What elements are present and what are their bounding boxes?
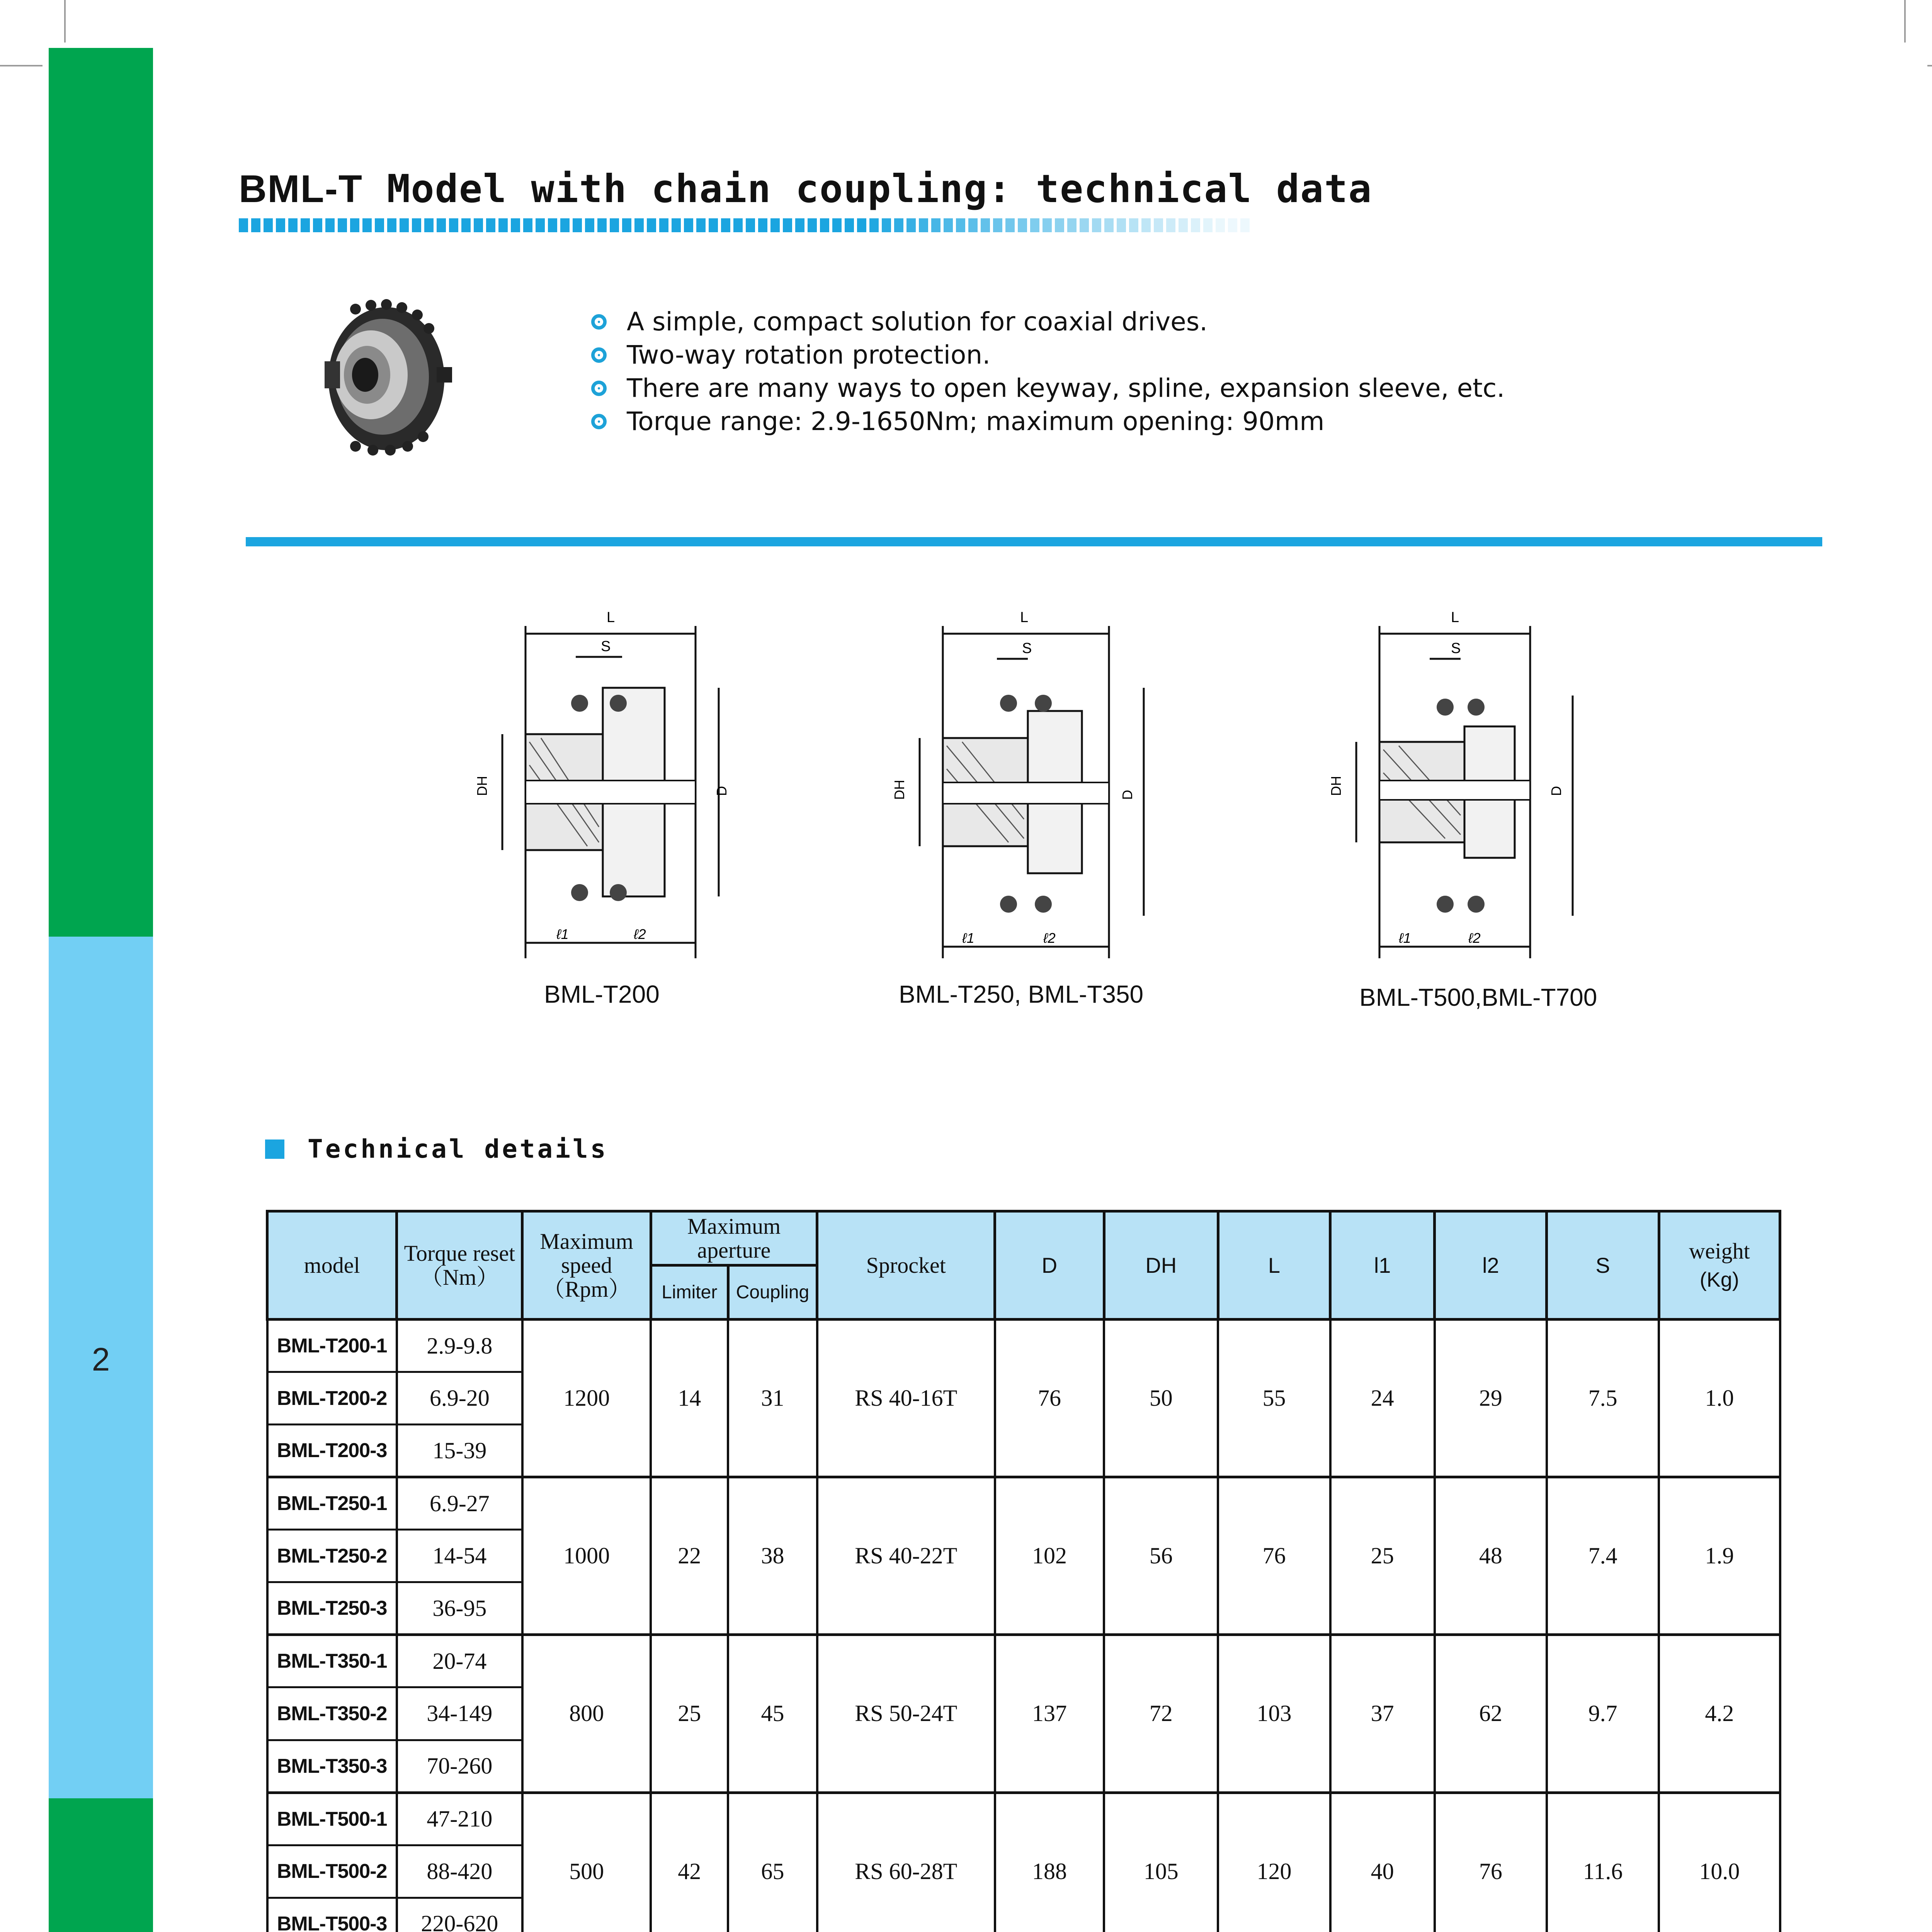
dash bbox=[350, 218, 359, 232]
dash bbox=[375, 218, 384, 232]
sprocket-cell: RS 50-24T bbox=[817, 1635, 995, 1793]
dash bbox=[1203, 218, 1213, 232]
header-aperture: Maximum aperture bbox=[651, 1211, 817, 1265]
weight-cell: 10.0 bbox=[1659, 1793, 1780, 1932]
header-speed: Maximum speed （Rpm） bbox=[522, 1211, 651, 1320]
dim-label-dh: DH bbox=[891, 780, 907, 800]
dash bbox=[362, 218, 372, 232]
dash bbox=[659, 218, 668, 232]
feature-item: A simple, compact solution for coaxial drives. bbox=[591, 305, 1505, 338]
torque-cell: 6.9-20 bbox=[397, 1372, 522, 1425]
dim-label-d: D bbox=[714, 786, 730, 796]
dash bbox=[1030, 218, 1039, 232]
dim-label-l: L bbox=[1020, 611, 1029, 626]
dash bbox=[981, 218, 990, 232]
crop-mark bbox=[64, 0, 66, 43]
dh-cell: 105 bbox=[1104, 1793, 1218, 1932]
model-cell: BML-T350-2 bbox=[267, 1687, 397, 1740]
dash bbox=[412, 218, 421, 232]
table-row bbox=[267, 1793, 1780, 1845]
feature-list bbox=[591, 305, 1505, 438]
speed-cell: 800 bbox=[522, 1635, 651, 1793]
l-cell: 55 bbox=[1218, 1320, 1330, 1477]
page-number: 2 bbox=[92, 1341, 110, 1378]
dash bbox=[1043, 218, 1052, 232]
s-cell: 9.7 bbox=[1547, 1635, 1659, 1793]
l-cell: 120 bbox=[1218, 1793, 1330, 1932]
dash bbox=[672, 218, 681, 232]
dash bbox=[845, 218, 854, 232]
dash bbox=[548, 218, 557, 232]
header-torque: Torque reset （Nm） bbox=[397, 1211, 522, 1320]
drawing-caption: BML-T500,BML-T700 bbox=[1359, 983, 1597, 1011]
l-cell: 103 bbox=[1218, 1635, 1330, 1793]
header-model: model bbox=[267, 1211, 397, 1320]
speed-cell: 1000 bbox=[522, 1477, 651, 1635]
dash bbox=[301, 218, 310, 232]
dash bbox=[968, 218, 978, 232]
dash bbox=[338, 218, 347, 232]
dim-label-l: L bbox=[607, 611, 615, 626]
dash bbox=[1055, 218, 1064, 232]
header-weight: weight (Kg) bbox=[1659, 1211, 1780, 1320]
dash bbox=[1104, 218, 1114, 232]
weight-cell: 4.2 bbox=[1659, 1635, 1780, 1793]
bullet-icon bbox=[591, 314, 607, 330]
coupling-cell: 38 bbox=[728, 1477, 817, 1635]
coupling-cell: 31 bbox=[728, 1320, 817, 1477]
dash bbox=[424, 218, 434, 232]
dim-label-l1: ℓ1 bbox=[962, 930, 975, 946]
dash bbox=[276, 218, 285, 232]
dash bbox=[770, 218, 780, 232]
dash bbox=[387, 218, 396, 232]
dash bbox=[1080, 218, 1089, 232]
header-dh: DH bbox=[1104, 1211, 1218, 1320]
torque-cell: 36-95 bbox=[397, 1582, 522, 1635]
l-cell: 76 bbox=[1218, 1477, 1330, 1635]
dash bbox=[622, 218, 631, 232]
model-cell: BML-T500-3 bbox=[267, 1898, 397, 1932]
coupling-cell: 45 bbox=[728, 1635, 817, 1793]
crop-mark bbox=[1904, 0, 1906, 43]
dash bbox=[573, 218, 582, 232]
d-cell: 188 bbox=[995, 1793, 1104, 1932]
dash bbox=[437, 218, 446, 232]
header-l: L bbox=[1218, 1211, 1330, 1320]
header-d: D bbox=[995, 1211, 1104, 1320]
header-sprocket: Sprocket bbox=[817, 1211, 995, 1320]
d-cell: 137 bbox=[995, 1635, 1104, 1793]
square-bullet-icon bbox=[265, 1139, 284, 1159]
dash bbox=[486, 218, 495, 232]
sprocket-cell: RS 60-28T bbox=[817, 1793, 995, 1932]
technical-details-heading: Technical details bbox=[265, 1134, 608, 1164]
dash bbox=[733, 218, 743, 232]
dash bbox=[1216, 218, 1225, 232]
dim-label-dh: DH bbox=[474, 776, 490, 796]
dim-label-l2: ℓ2 bbox=[1043, 930, 1056, 946]
dash bbox=[1005, 218, 1015, 232]
dash bbox=[647, 218, 656, 232]
dim-label-s: S bbox=[601, 638, 611, 655]
l2-cell: 48 bbox=[1435, 1477, 1547, 1635]
torque-cell: 20-74 bbox=[397, 1635, 522, 1687]
header-s: S bbox=[1547, 1211, 1659, 1320]
dash bbox=[709, 218, 718, 232]
header-l1: l1 bbox=[1330, 1211, 1435, 1320]
dash bbox=[696, 218, 706, 232]
dash bbox=[758, 218, 767, 232]
dash bbox=[808, 218, 817, 232]
dash bbox=[251, 218, 260, 232]
model-cell: BML-T500-2 bbox=[267, 1845, 397, 1898]
dash bbox=[919, 218, 928, 232]
sprocket-cell: RS 40-16T bbox=[817, 1320, 995, 1477]
title-underline-dashes bbox=[239, 218, 1250, 232]
dash bbox=[795, 218, 804, 232]
model-cell: BML-T200-3 bbox=[267, 1425, 397, 1477]
dash bbox=[634, 218, 644, 232]
dash bbox=[1018, 218, 1027, 232]
dash bbox=[993, 218, 1002, 232]
model-cell: BML-T350-3 bbox=[267, 1740, 397, 1793]
dash bbox=[906, 218, 916, 232]
torque-cell: 6.9-27 bbox=[397, 1477, 522, 1530]
l2-cell: 29 bbox=[1435, 1320, 1547, 1477]
model-cell: BML-T250-2 bbox=[267, 1530, 397, 1582]
dim-label-dh: DH bbox=[1328, 776, 1344, 796]
crop-mark bbox=[0, 65, 43, 66]
weight-cell: 1.9 bbox=[1659, 1477, 1780, 1635]
dim-label-l1: ℓ1 bbox=[556, 926, 569, 942]
dash bbox=[313, 218, 322, 232]
model-cell: BML-T200-1 bbox=[267, 1320, 397, 1372]
d-cell: 102 bbox=[995, 1477, 1104, 1635]
s-cell: 7.4 bbox=[1547, 1477, 1659, 1635]
l1-cell: 24 bbox=[1330, 1320, 1435, 1477]
dash bbox=[1141, 218, 1151, 232]
dash bbox=[325, 218, 335, 232]
dash bbox=[597, 218, 607, 232]
torque-cell: 47-210 bbox=[397, 1793, 522, 1845]
speed-cell: 500 bbox=[522, 1793, 651, 1932]
dash bbox=[882, 218, 891, 232]
dash bbox=[461, 218, 471, 232]
dash bbox=[1166, 218, 1175, 232]
model-cell: BML-T250-1 bbox=[267, 1477, 397, 1530]
coupling-cell: 65 bbox=[728, 1793, 817, 1932]
dh-cell: 72 bbox=[1104, 1635, 1218, 1793]
dash bbox=[1228, 218, 1237, 232]
side-bar-green-top bbox=[49, 48, 153, 937]
table-row bbox=[267, 1477, 1780, 1530]
feature-item: There are many ways to open keyway, spline, expansion sleeve, etc. bbox=[591, 372, 1505, 405]
dash bbox=[288, 218, 298, 232]
dash bbox=[684, 218, 693, 232]
title-lead: BML-T bbox=[239, 167, 363, 211]
feature-item: Two-way rotation protection. bbox=[591, 338, 1505, 372]
model-cell: BML-T200-2 bbox=[267, 1372, 397, 1425]
table-row bbox=[267, 1320, 1780, 1372]
l1-cell: 40 bbox=[1330, 1793, 1435, 1932]
limiter-cell: 22 bbox=[651, 1477, 728, 1635]
dash bbox=[1154, 218, 1163, 232]
dh-cell: 56 bbox=[1104, 1477, 1218, 1635]
dash bbox=[585, 218, 594, 232]
l1-cell: 37 bbox=[1330, 1635, 1435, 1793]
header-l2: l2 bbox=[1435, 1211, 1547, 1320]
dash bbox=[1092, 218, 1101, 232]
title-rest: Model with chain coupling: technical data bbox=[363, 166, 1372, 211]
limiter-cell: 14 bbox=[651, 1320, 728, 1477]
dash bbox=[820, 218, 829, 232]
dash bbox=[1240, 218, 1250, 232]
dim-label-l2: ℓ2 bbox=[1468, 930, 1481, 946]
dim-label-d: D bbox=[1119, 790, 1135, 800]
dash bbox=[511, 218, 520, 232]
torque-cell: 88-420 bbox=[397, 1845, 522, 1898]
dash bbox=[1179, 218, 1188, 232]
torque-cell: 15-39 bbox=[397, 1425, 522, 1477]
dash bbox=[894, 218, 903, 232]
dim-label-l1: ℓ1 bbox=[1399, 930, 1411, 946]
torque-cell: 14-54 bbox=[397, 1530, 522, 1582]
feature-item: Torque range: 2.9-1650Nm; maximum opening: 90mm bbox=[591, 405, 1505, 438]
limiter-cell: 42 bbox=[651, 1793, 728, 1932]
dash bbox=[400, 218, 409, 232]
table-body bbox=[267, 1320, 1780, 1932]
product-photo bbox=[309, 294, 456, 456]
dash bbox=[721, 218, 730, 232]
dash bbox=[783, 218, 792, 232]
dash bbox=[536, 218, 545, 232]
dash bbox=[832, 218, 842, 232]
s-cell: 7.5 bbox=[1547, 1320, 1659, 1477]
dash bbox=[610, 218, 619, 232]
model-cell: BML-T500-1 bbox=[267, 1793, 397, 1845]
dash bbox=[857, 218, 866, 232]
drawing-bml-t500-t700 bbox=[1306, 611, 1623, 958]
dash bbox=[1129, 218, 1138, 232]
dim-label-l2: ℓ2 bbox=[634, 926, 646, 942]
drawing-bml-t200 bbox=[464, 611, 773, 958]
dash bbox=[560, 218, 570, 232]
dash bbox=[1117, 218, 1126, 232]
l2-cell: 62 bbox=[1435, 1635, 1547, 1793]
drawing-bml-t250-t350 bbox=[866, 611, 1198, 958]
technical-data-table bbox=[266, 1210, 1781, 1932]
dash bbox=[931, 218, 940, 232]
table-row bbox=[267, 1635, 1780, 1687]
dash bbox=[264, 218, 273, 232]
speed-cell: 1200 bbox=[522, 1320, 651, 1477]
dash bbox=[498, 218, 508, 232]
dash bbox=[956, 218, 965, 232]
dash bbox=[449, 218, 458, 232]
dash bbox=[944, 218, 953, 232]
weight-cell: 1.0 bbox=[1659, 1320, 1780, 1477]
dh-cell: 50 bbox=[1104, 1320, 1218, 1477]
dim-label-s: S bbox=[1022, 640, 1032, 656]
dim-label-s: S bbox=[1451, 640, 1461, 656]
dash bbox=[1067, 218, 1077, 232]
bullet-icon bbox=[591, 347, 607, 363]
bullet-icon bbox=[591, 381, 607, 396]
torque-cell: 34-149 bbox=[397, 1687, 522, 1740]
crop-mark bbox=[1927, 65, 1932, 66]
section-divider bbox=[246, 537, 1822, 546]
torque-cell: 2.9-9.8 bbox=[397, 1320, 522, 1372]
dim-label-l: L bbox=[1451, 611, 1459, 626]
header-limiter: Limiter bbox=[651, 1265, 728, 1320]
dim-label-d: D bbox=[1548, 786, 1564, 796]
s-cell: 11.6 bbox=[1547, 1793, 1659, 1932]
bullet-icon bbox=[591, 414, 607, 429]
drawing-caption: BML-T200 bbox=[544, 980, 660, 1008]
dash bbox=[523, 218, 532, 232]
model-cell: BML-T350-1 bbox=[267, 1635, 397, 1687]
header-coupling: Coupling bbox=[728, 1265, 817, 1320]
d-cell: 76 bbox=[995, 1320, 1104, 1477]
l2-cell: 76 bbox=[1435, 1793, 1547, 1932]
torque-cell: 70-260 bbox=[397, 1740, 522, 1793]
sprocket-cell: RS 40-22T bbox=[817, 1477, 995, 1635]
side-bar-green-bottom bbox=[49, 1798, 153, 1932]
limiter-cell: 25 bbox=[651, 1635, 728, 1793]
dash bbox=[746, 218, 755, 232]
dash bbox=[869, 218, 879, 232]
drawing-caption: BML-T250, BML-T350 bbox=[899, 980, 1144, 1008]
l1-cell: 25 bbox=[1330, 1477, 1435, 1635]
dash bbox=[1191, 218, 1200, 232]
model-cell: BML-T250-3 bbox=[267, 1582, 397, 1635]
dash bbox=[474, 218, 483, 232]
page-title bbox=[239, 166, 1372, 211]
torque-cell: 220-620 bbox=[397, 1898, 522, 1932]
dash bbox=[239, 218, 248, 232]
